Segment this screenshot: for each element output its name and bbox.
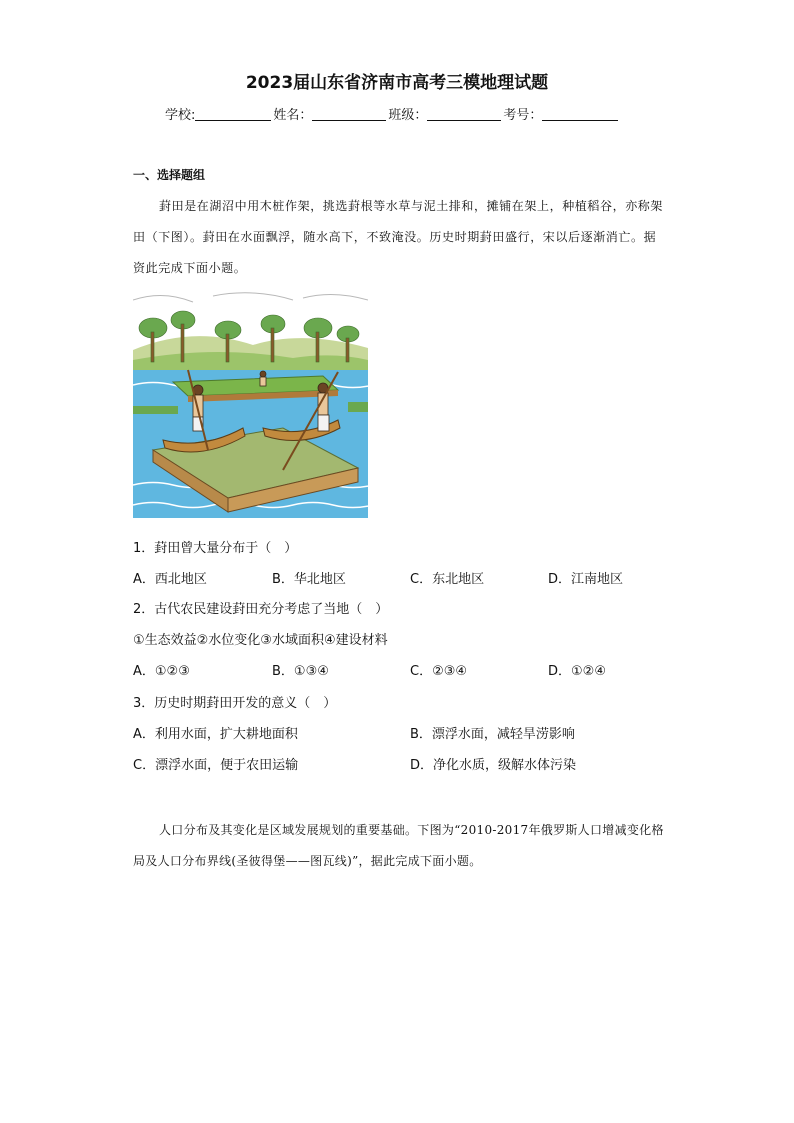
question-1-option-c[interactable]: C．东北地区	[410, 572, 485, 587]
school-blank[interactable]	[195, 108, 271, 121]
question-1-option-b[interactable]: B．华北地区	[272, 572, 346, 587]
question-1-stem: 1．葑田曾大量分布于（ ）	[133, 541, 298, 556]
student-info-line	[165, 104, 620, 123]
exam-number-label: 考号：	[503, 108, 543, 123]
question-2-option-d[interactable]: D．①②④	[548, 664, 606, 679]
question-1-option-a[interactable]: A．西北地区	[133, 572, 207, 587]
question-1-option-d[interactable]: D．江南地区	[548, 572, 624, 587]
class-blank[interactable]	[427, 108, 501, 121]
class-label: 班级：	[388, 108, 428, 123]
name-label: 姓名：	[273, 108, 313, 123]
exam-number-blank[interactable]	[542, 108, 618, 121]
question-3-option-a[interactable]: A．利用水面，扩大耕地面积	[133, 727, 298, 742]
question-2-option-b[interactable]: B．①③④	[272, 664, 329, 679]
section-heading: 一、选择题组	[133, 168, 206, 182]
fengtian-illustration	[133, 290, 368, 518]
question-3-option-d[interactable]: D．净化水质，级解水体污染	[410, 758, 577, 773]
question-3-option-b[interactable]: B．漂浮水面，减轻旱涝影响	[410, 727, 575, 742]
question-2-option-c[interactable]: C．②③④	[410, 664, 468, 679]
passage-russia-population: 人口分布及其变化是区域发展规划的重要基础。下图为“2010-2017年俄罗斯人口增减变化格局及人口分布界线(圣彼得堡——图瓦线)”，据此完成下面小题。	[133, 823, 664, 868]
question-3-stem: 3．历史时期葑田开发的意义（ ）	[133, 696, 337, 711]
school-label: 学校:	[165, 108, 196, 123]
question-2-stem: 2．古代农民建设葑田充分考虑了当地（ ）	[133, 602, 389, 617]
page-title: 2023届山东省济南市高考三模地理试题	[245, 73, 549, 93]
question-2-items: ①生态效益②水位变化③水域面积④建设材料	[133, 633, 388, 648]
passage-fengtian: 葑田是在湖沼中用木桩作架，挑选葑根等水草与泥土排和，摊铺在架上，种植稻谷，亦称架田（下图）。葑田在水面飘浮，随水高下，不致淹没。历史时期葑田盛行，宋以后逐渐消亡。据资此完成下面小题。	[133, 199, 664, 275]
question-2-option-a[interactable]: A．①②③	[133, 664, 190, 679]
question-3-option-c[interactable]: C．漂浮水面，便于农田运输	[133, 758, 299, 773]
name-blank[interactable]	[312, 108, 386, 121]
